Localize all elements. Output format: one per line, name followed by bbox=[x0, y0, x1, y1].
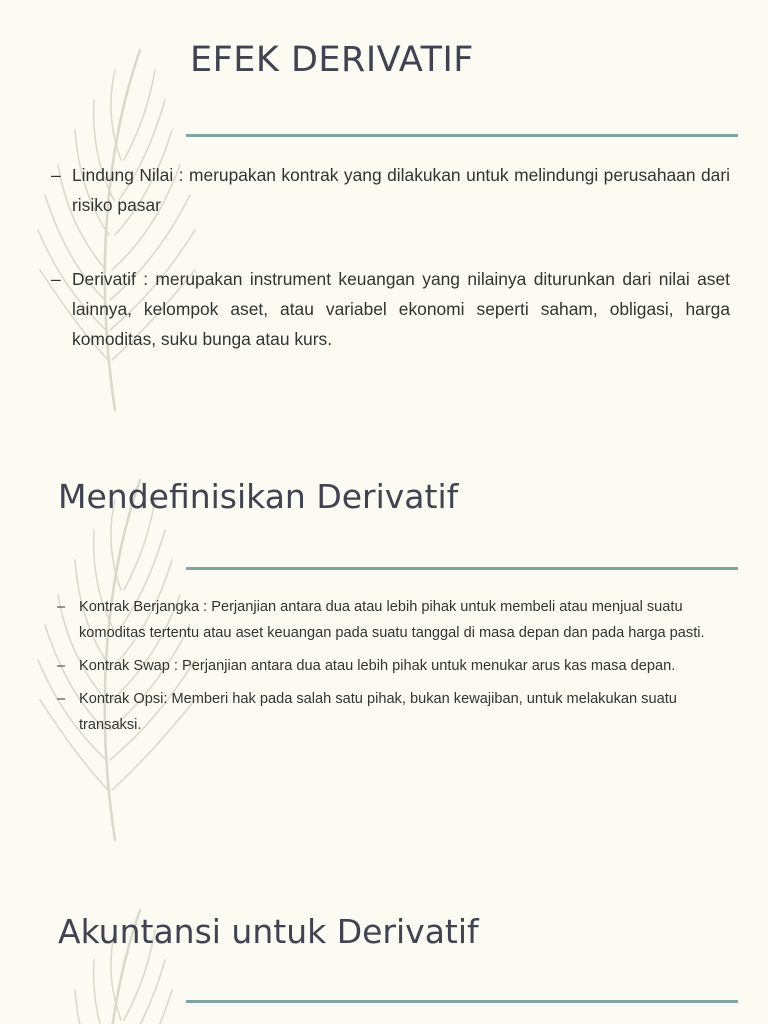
slide-efek-derivatif bbox=[0, 0, 768, 430]
bullet-dash: – bbox=[51, 269, 61, 289]
bullet-dash: – bbox=[57, 599, 66, 615]
list-item bbox=[51, 264, 730, 354]
title-divider bbox=[186, 567, 738, 570]
item-text: Kontrak Berjangka : Perjanjian antara dua atau lebih pihak untuk membeli atau menjual suatu komoditas tertentu atau aset keuangan pada suatu tanggal di masa depan dan pada harga pasti. bbox=[79, 599, 705, 641]
item-text: Derivatif : merupakan instrument keuangan yang nilainya diturunkan dari nilai aset lainnya, kelompok aset, atau variabel ekonomi seperti saham, obligasi, harga komoditas, suku bunga atau kurs. bbox=[72, 269, 730, 349]
slide-title: Mendefinisikan Derivatif bbox=[58, 477, 459, 516]
bullet-list bbox=[51, 160, 730, 398]
bullet-dash: – bbox=[51, 165, 61, 185]
item-text: Kontrak Swap : Perjanjian antara dua atau lebih pihak untuk menukar arus kas masa depan. bbox=[79, 658, 676, 674]
slide-title: Akuntansi untuk Derivatif bbox=[58, 912, 479, 951]
list-item bbox=[57, 653, 719, 679]
list-item bbox=[57, 594, 719, 646]
list-item bbox=[51, 160, 730, 220]
feather-icon bbox=[20, 890, 260, 1024]
slide-mendefinisikan-derivatif bbox=[0, 430, 768, 860]
list-item bbox=[57, 686, 719, 738]
bullet-dash: – bbox=[57, 658, 66, 674]
bullet-dash: – bbox=[57, 691, 66, 707]
title-divider bbox=[186, 134, 738, 137]
item-text: Lindung Nilai : merupakan kontrak yang dilakukan untuk melindungi perusahaan dari risiko pasar bbox=[72, 165, 730, 215]
slide-title: EFEK DERIVATIF bbox=[190, 40, 474, 80]
title-divider bbox=[186, 1000, 738, 1003]
item-text: Kontrak Opsi: Memberi hak pada salah satu pihak, bukan kewajiban, untuk melakukan suatu transaksi. bbox=[79, 691, 677, 733]
bullet-list bbox=[57, 594, 719, 745]
slide-akuntansi-derivatif bbox=[0, 860, 768, 1024]
